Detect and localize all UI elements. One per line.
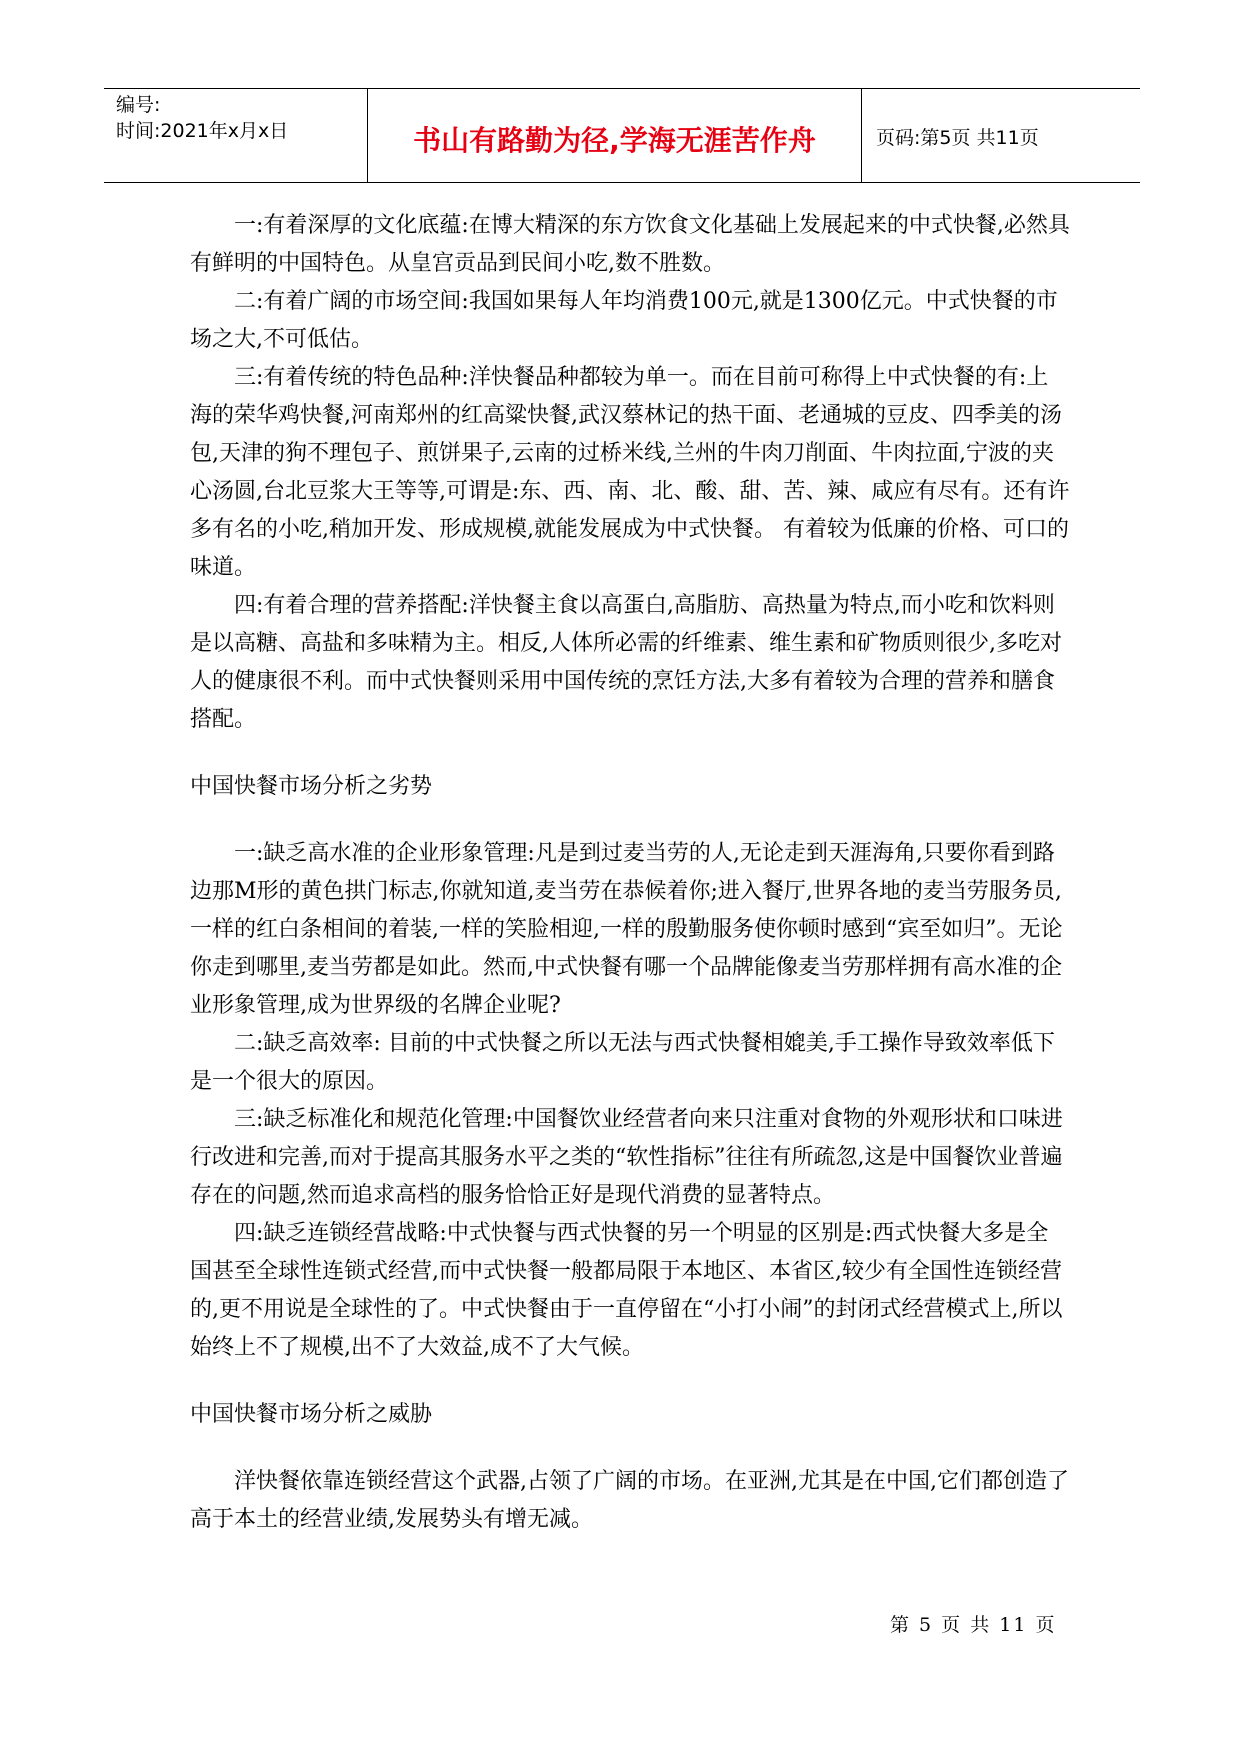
- paragraph: 四:缺乏连锁经营战略:中式快餐与西式快餐的另一个明显的区别是:西式快餐大多是全国甚至全球性连锁式经营,而中式快餐一般都局限于本地区、本省区,较少有全国性连锁经营的,更不用说是全球性的了。中式快餐由于一直停留在“小打小闹”的封闭式经营模式上,所以始终上不了规模,出不了大效益,成不了大气候。: [190, 1221, 1063, 1360]
- paragraph: 洋快餐依靠连锁经营这个武器,占领了广阔的市场。在亚洲,尤其是在中国,它们都创造了高于本土的经营业绩,发展势头有增无减。: [190, 1469, 1069, 1532]
- header-motto: 书山有路勤为径,学海无涯苦作舟: [368, 89, 862, 182]
- header-page-number: 页码:第5页 共11页: [876, 127, 1039, 149]
- section-heading-weaknesses: 中国快餐市场分析之劣势: [190, 774, 433, 799]
- page-header: [104, 88, 1140, 183]
- document-time: 时间:2021年x月x日: [116, 120, 289, 142]
- paragraph: 二:缺乏高效率: 目前的中式快餐之所以无法与西式快餐相媲美,手工操作导致效率低下是一个很大的原因。: [190, 1031, 1055, 1094]
- paragraph: 一:有着深厚的文化底蕴:在博大精深的东方饮食文化基础上发展起来的中式快餐,必然具有鲜明的中国特色。从皇宫贡品到民间小吃,数不胜数。: [190, 213, 1070, 276]
- paragraph: 四:有着合理的营养搭配:洋快餐主食以高蛋白,高脂肪、高热量为特点,而小吃和饮料则是以高糖、高盐和多味精为主。相反,人体所必需的纤维素、维生素和矿物质则很少,多吃对人的健康很不利。而中式快餐则采用中国传统的烹饪方法,大多有着较为合理的营养和膳食搭配。: [190, 593, 1062, 732]
- section-heading-threats: 中国快餐市场分析之威胁: [190, 1402, 433, 1427]
- paragraph: 一:缺乏高水准的企业形象管理:凡是到过麦当劳的人,无论走到天涯海角,只要你看到路边那M形的黄色拱门标志,你就知道,麦当劳在恭候着你;进入餐厅,世界各地的麦当劳服务员,一样的红白条相间的着装,一样的笑脸相迎,一样的殷勤服务使你顿时感到“宾至如归”。无论你走到哪里,麦当劳都是如此。然而,中式快餐有哪一个品牌能像麦当劳那样拥有高水准的企业形象管理,成为世界级的名牌企业呢?: [190, 841, 1063, 1018]
- header-meta: [104, 89, 368, 182]
- document-code: 编号:: [116, 94, 161, 116]
- paragraph: 三:有着传统的特色品种:洋快餐品种都较为单一。而在目前可称得上中式快餐的有:上海的荣华鸡快餐,河南郑州的红高粱快餐,武汉蔡林记的热干面、老通城的豆皮、四季美的汤包,天津的狗不理包子、煎饼果子,云南的过桥米线,兰州的牛肉刀削面、牛肉拉面,宁波的夹心汤圆,台北豆浆大王等等,可谓是:东、西、南、北、酸、甜、苦、辣、咸应有尽有。还有许多有名的小吃,稍加开发、形成规模,就能发展成为中式快餐。 有着较为低廉的价格、可口的味道。: [190, 365, 1070, 580]
- paragraph: 二:有着广阔的市场空间:我国如果每人年均消费100元,就是1300亿元。中式快餐的市场之大,不可低估。: [190, 289, 1058, 352]
- page-footer: 第 5 页 共 11 页: [890, 1614, 1057, 1636]
- paragraph: 三:缺乏标准化和规范化管理:中国餐饮业经营者向来只注重对食物的外观形状和口味进行改进和完善,而对于提高其服务水平之类的“软性指标”往往有所疏忽,这是中国餐饮业普遍存在的问题,然而追求高档的服务恰恰正好是现代消费的显著特点。: [190, 1107, 1063, 1208]
- document-body: [190, 207, 1070, 1539]
